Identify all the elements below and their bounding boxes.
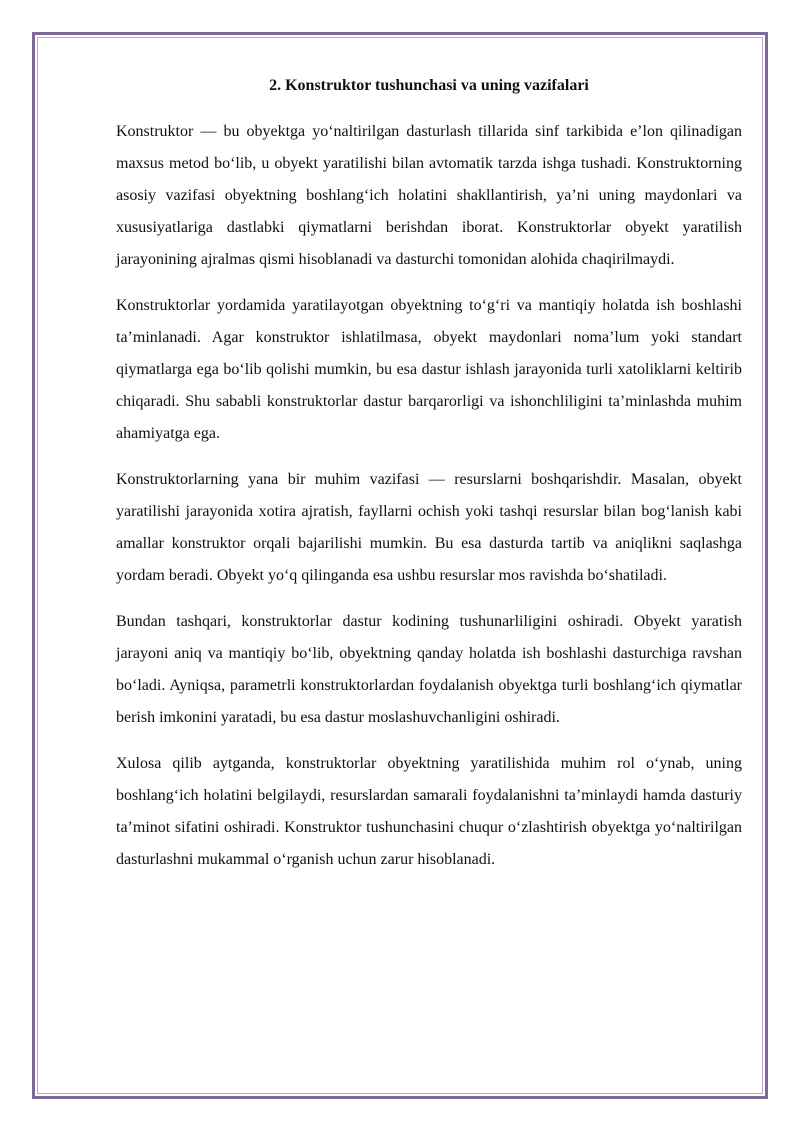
paragraph-1: Konstruktor — bu obyektga yo‘naltirilgan dasturlash tillarida sinf tarkibida e’lon qilinadigan maxsus metod bo‘lib, u obyekt yaratilishi bilan avtomatik tarzda ishga tushadi. Konstruktorning asosiy vazifasi obyektning boshlang‘ich holatini shakllantirish, ya’ni uning maydonlari va xususiyatlariga dastlabki qiymatlarni berishdan iborat. Konstruktorlar obyekt yaratilish jarayonining ajralmas qismi hisoblanadi va dasturchi tomonidan alohida chaqirilmaydi. (116, 123, 742, 268)
paragraph-3: Konstruktorlarning yana bir muhim vazifasi — resurslarni boshqarishdir. Masalan, obyekt yaratilishi jarayonida xotira ajratish, fayllarni ochish yoki tashqi resurslar bilan bog‘lanish kabi amallar konstruktor orqali bajarilishi mumkin. Bu esa dasturda tartib va aniqlikni saqlashga yordam beradi. Obyekt yo‘q qilinganda esa ushbu resurslar mos ravishda bo‘shatiladi. (116, 471, 742, 584)
paragraph-5: Xulosa qilib aytganda, konstruktorlar obyektning yaratilishida muhim rol o‘ynab, uning boshlang‘ich holatini belgilaydi, resurslardan samarali foydalanishni ta’minlaydi hamda dasturiy ta’minot sifatini oshiradi. Konstruktor tushunchasini chuqur o‘zlashtirish obyektga yo‘naltirilgan dasturlashni mukammal o‘rganish uchun zarur hisoblanadi. (116, 755, 742, 868)
document-body (116, 72, 742, 890)
paragraph-2: Konstruktorlar yordamida yaratilayotgan obyektning to‘g‘ri va mantiqiy holatda ish boshlashi ta’minlanadi. Agar konstruktor ishlatilmasa, obyekt maydonlari noma’lum yoki standart qiymatlarga ega bo‘lib qolishi mumkin, bu esa dastur ishlash jarayonida turli xatoliklarni keltirib chiqaradi. Shu sababli konstruktorlar dastur barqarorligi va ishonchliligini ta’minlashda muhim ahamiyatga ega. (116, 297, 742, 442)
section-heading: 2. Konstruktor tushunchasi va uning vazifalari (269, 77, 589, 94)
paragraph-4: Bundan tashqari, konstruktorlar dastur kodining tushunarliligini oshiradi. Obyekt yaratish jarayoni aniq va mantiqiy bo‘lib, obyektning qanday holatda ish boshlashi dasturchiga ravshan bo‘ladi. Ayniqsa, parametrli konstruktorlardan foydalanish obyektga turli boshlang‘ich qiymatlar berish imkonini yaratadi, bu esa dastur moslashuvchanligini oshiradi. (116, 613, 742, 726)
